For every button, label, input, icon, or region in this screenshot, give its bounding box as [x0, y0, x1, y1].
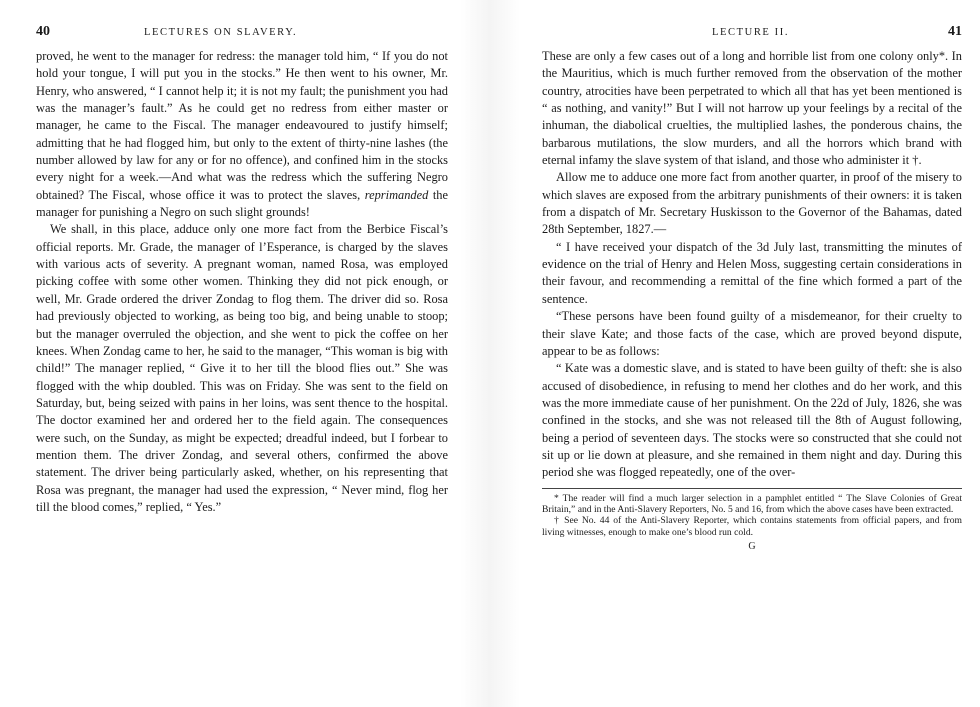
- paragraph: [36, 48, 448, 221]
- right-page: [520, 0, 980, 707]
- left-page: [0, 0, 460, 707]
- paragraph: [542, 48, 962, 169]
- paragraph: [542, 308, 962, 360]
- text-run: the manager for punishing a Negro on such slight grounds!: [36, 187, 448, 220]
- text-run: These are only a few cases out of a long and horrible list from one colony only*. In the Mauritius, which is much further removed from the observation of the mother country, atrocities have been perpetrated to which all that has yet been mentioned is “ as nothing, and vanity!” But I will not harrow up your feelings by a recital of the inhuman, the diabolical cruelties, the multiplied lashes, the ponderous chains, the barbarous mutilations, the slow murders, and all the horrors which brand with eternal infamy the slave system of that island, and those who administer it †.: [542, 49, 962, 168]
- running-head: [36, 24, 448, 48]
- page-number: 41: [948, 24, 962, 39]
- text-run: “ I have received your dispatch of the 3d July last, transmitting the minutes of evidence on the trial of Henry and Helen Moss, suggesting certain considerations in their favour, and recommending a remittal of the fine which formed a part of the sentence.: [542, 239, 962, 306]
- paragraph: [36, 221, 448, 516]
- text-run: We shall, in this place, adduce only one more fact from the Berbice Fiscal’s official reports. Mr. Grade, the manager of l’Esperance, is charged by the slaves with various acts of severity. A pregnant woman, named Rosa, was employed picking coffee with some other women. Thinking they did not pick enough, or well, Mr. Grade ordered the driver Zondag to flog them. The driver did so. Rosa had previously objected to working, as being too big, and being unable to stoop; but the manager overruled the objection, and she went to pick the coffee on her knees. When Zondag came to her, he said to the manager, “This woman is big with child!” The manager replied, “ Give it to her till the blood flies out.” She was flogged with the whip doubled. This was on Friday. She was sent to the field on Saturday, but, being seized with pains in her loins, was sent thence to the hospital. The doctor examined her and ordered her to the field again. The consequences were such, on the Sunday, as might be expected; dreadful indeed, but I forbear to mention them. The driver Zondag, and several others, confirmed the above statement. The driver being particularly asked, whether, on his representing that Rosa was pregnant, the manager had used the expression, “ Never mind, flog her till the blood comes,” replied, “ Yes.”: [36, 222, 448, 514]
- book-gutter: [460, 0, 520, 707]
- body-text: [36, 48, 448, 516]
- page-number: 40: [36, 24, 50, 39]
- footnotes: [542, 488, 962, 539]
- footnote: * The reader will find a much larger selection in a pamphlet entitled “ The Slave Colonies of Great Britain,” and in the Anti-Slavery Reporters, No. 5 and 16, from which the above cases have been extracted.: [542, 492, 962, 515]
- emphasis-text: reprimanded: [364, 187, 429, 202]
- footnote: † See No. 44 of the Anti-Slavery Reporter, which contains statements from official papers, and from living witnesses, enough to make one’s blood run cold.: [542, 515, 962, 538]
- text-run: “ Kate was a domestic slave, and is stated to have been guilty of theft: she is also accused of disobedience, in refusing to mend her clothes and do her work, and this was the more immediate cause of her punishment. On the 22d of July, 1826, she was confined in the stocks, and she was not released till the 8th of August following, being a period of seventeen days. The stocks were so constructed that she could not sit up or lie down at pleasure, and she remained in them night and day. During this period she was flogged repeatedly, one of the over-: [542, 361, 962, 480]
- body-text: [542, 48, 962, 482]
- text-run: Allow me to adduce one more fact from another quarter, in proof of the misery to which slaves are exposed from the arbitrary punishments of their owners: it is taken from a dispatch of Mr. Secretary Huskisson to the Governor of the Bahamas, dated 28th September, 1827.—: [542, 170, 962, 237]
- paragraph: [542, 360, 962, 481]
- paragraph: [542, 169, 962, 238]
- running-head-title: LECTURE II.: [712, 27, 790, 38]
- signature-mark: G: [748, 541, 756, 553]
- running-head: [542, 24, 962, 48]
- running-head-title: LECTURES ON SLAVERY.: [144, 27, 298, 38]
- text-run: “These persons have been found guilty of a misdemeanor, for their cruelty to their slave Kate; and those facts of the case, which are proved beyond dispute, appear to be as follows:: [542, 309, 962, 358]
- paragraph: [542, 239, 962, 308]
- text-run: proved, he went to the manager for redress: the manager told him, “ If you do not hold your tongue, I will put you in the stocks.” He then went to his owner, Mr. Henry, who answered, “ I cannot help it; it is not my fault; the punishment you had was the manager’s fault.” As he could get no redress from either master or manager, he came to the Fiscal. The manager endeavoured to justify himself; admitting that he had flogged him, but only to the extent of thirty-nine lashes (the number allowed by law for any or for no offence), and confined him in the stocks every night for a week.—And what was the redress which the suffering Negro obtained? The Fiscal, whose office it was to protect the slaves,: [36, 49, 448, 202]
